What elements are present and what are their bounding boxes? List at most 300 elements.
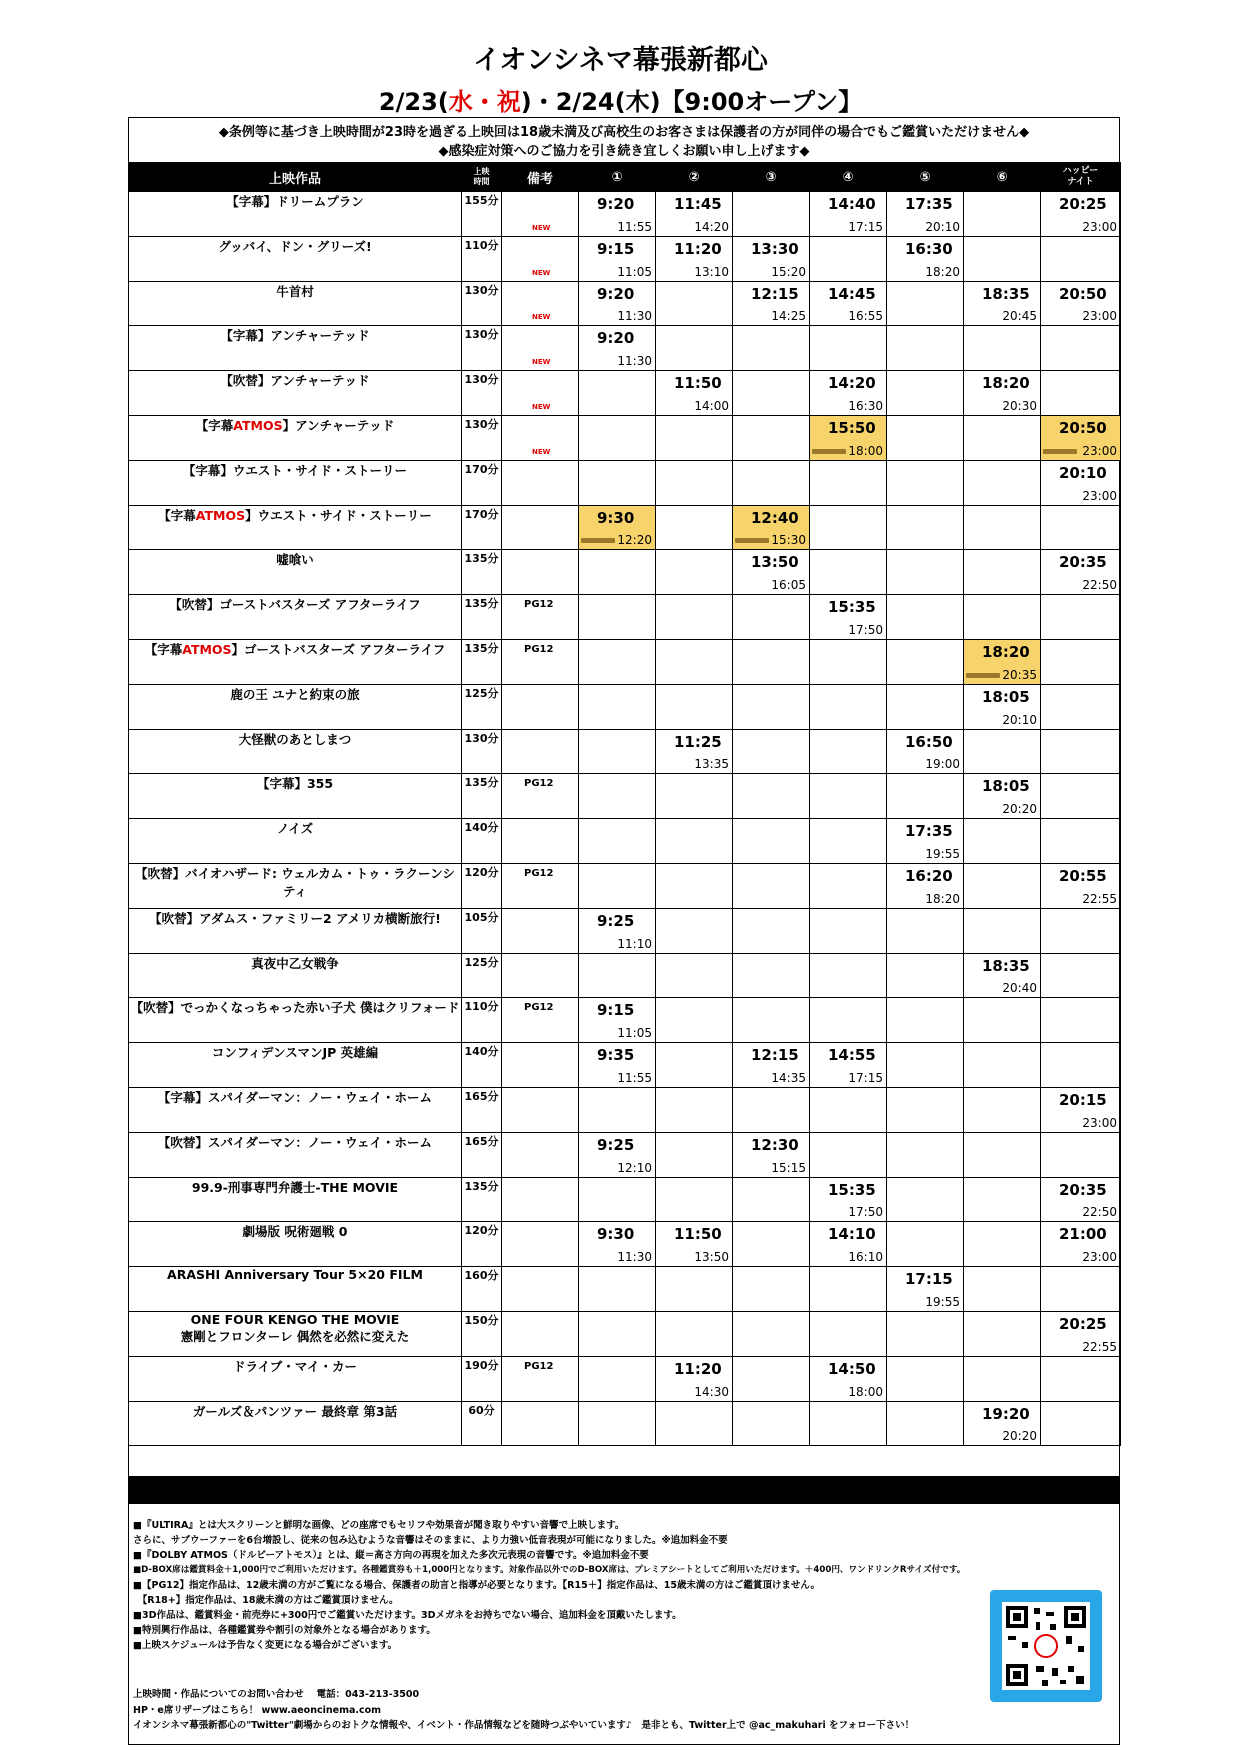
end-time: 23:00: [1082, 488, 1117, 503]
movie-row: [129, 415, 1121, 460]
start-time: 9:30: [597, 508, 635, 527]
end-time: 18:20: [925, 891, 960, 906]
showtime-cell[interactable]: [964, 371, 1041, 416]
showtime-cell[interactable]: [964, 1401, 1041, 1446]
showtime-cell: [1041, 1132, 1121, 1177]
movie-length: 120分: [462, 1222, 502, 1267]
showtime-cell: [964, 550, 1041, 595]
showtime-cell[interactable]: [733, 1132, 810, 1177]
showtime-cell[interactable]: [656, 1356, 733, 1401]
movie-length: 60分: [462, 1401, 502, 1446]
showtime-cell: [1041, 1356, 1121, 1401]
showtime-cell[interactable]: [1041, 281, 1121, 326]
showtime-cell[interactable]: [579, 998, 656, 1043]
showtime-cell: [810, 1267, 887, 1312]
end-time: 20:40: [1002, 981, 1037, 996]
showtime-cell: [656, 1311, 733, 1356]
movie-title: 【字幕】スパイダーマン：ノー・ウェイ・ホーム: [129, 1087, 462, 1132]
showtime-cell[interactable]: [964, 953, 1041, 998]
movie-length: 140分: [462, 819, 502, 864]
movie-title: 【吹替】スパイダーマン：ノー・ウェイ・ホーム: [129, 1132, 462, 1177]
new-badge: NEW: [532, 223, 551, 232]
rating-badge: PG12: [524, 599, 554, 611]
movie-row: [129, 460, 1121, 505]
showtime-cell[interactable]: [887, 819, 964, 864]
showtime-cell: [1041, 1401, 1121, 1446]
start-time: 11:20: [674, 1359, 722, 1378]
header-screen-5: ⑤: [887, 163, 964, 192]
start-time: 18:20: [982, 642, 1030, 661]
end-time: 23:00: [1082, 443, 1117, 458]
contact-website[interactable]: HP・e席リザーブはこちら！ www.aeoncinema.com: [133, 1704, 382, 1716]
showtime-cell: [733, 908, 810, 953]
showtime-cell: [887, 371, 964, 416]
movie-note: [502, 236, 579, 281]
movie-length: 110分: [462, 998, 502, 1043]
end-time: 15:15: [771, 1160, 806, 1175]
start-time: 20:35: [1059, 553, 1107, 572]
showtime-cell[interactable]: [810, 192, 887, 237]
qr-code-icon[interactable]: [990, 1590, 1102, 1702]
showtime-cell[interactable]: [1041, 460, 1121, 505]
contact-phone: 上映時間・作品についてのお問い合わせ 電話：043-213-3500: [133, 1689, 420, 1700]
movie-note: [502, 998, 579, 1043]
end-time: 18:00: [848, 1384, 883, 1399]
showtime-cell[interactable]: [810, 371, 887, 416]
start-time: 19:20: [982, 1404, 1030, 1423]
end-time: 22:55: [1082, 1339, 1117, 1354]
start-time: 12:15: [751, 1046, 799, 1065]
end-time: 11:05: [617, 264, 652, 279]
movie-title: 真夜中乙女戦争: [129, 953, 462, 998]
showtime-cell: [579, 1311, 656, 1356]
showtime-cell: [887, 998, 964, 1043]
movie-row: [129, 1311, 1121, 1356]
end-time: 15:30: [771, 533, 806, 548]
header-happy-night: ハッピー ナイト: [1041, 163, 1121, 192]
movie-note: [502, 326, 579, 371]
start-time: 16:20: [905, 866, 953, 885]
end-time: 20:10: [1002, 712, 1037, 727]
movie-title: 【吹替】バイオハザード: ウェルカム・トゥ・ラクーンシティ: [129, 863, 462, 908]
start-time: 14:55: [828, 1046, 876, 1065]
footnote: ■D-BOX席は鑑賞料金＋1,000円でご利用いただけます。各種鑑賞券も＋1,000円となります。対象作品以外でのD-BOX席は、プレミアシートとしてご利用いただけます。＋400円、ワンドリンクRサイズ付です。: [133, 1565, 966, 1575]
showtime-cell[interactable]: [964, 639, 1041, 684]
ultira-logo-icon: [812, 449, 846, 454]
start-time: 18:20: [982, 374, 1030, 393]
start-time: 9:35: [597, 1046, 635, 1065]
date-holiday: 水・祝: [448, 88, 521, 116]
showtime-cell[interactable]: [733, 1043, 810, 1088]
showtime-cell[interactable]: [810, 281, 887, 326]
showtime-cell: [964, 819, 1041, 864]
showtime-cell[interactable]: [810, 1043, 887, 1088]
movie-row: [129, 1132, 1121, 1177]
start-time: 18:05: [982, 687, 1030, 706]
movie-title: 99.9-刑事専門弁護士-THE MOVIE: [129, 1177, 462, 1222]
movie-length: 130分: [462, 326, 502, 371]
start-time: 20:25: [1059, 195, 1107, 213]
ultira-logo-icon: [735, 538, 769, 543]
showtime-cell: [656, 684, 733, 729]
showtime-cell: [1041, 729, 1121, 774]
start-time: 13:30: [751, 239, 799, 258]
end-time: 17:15: [848, 1070, 883, 1085]
showtime-cell[interactable]: [579, 236, 656, 281]
end-time: 16:10: [848, 1250, 883, 1265]
showtime-cell: [733, 1356, 810, 1401]
showtime-cell: [579, 1356, 656, 1401]
showtime-cell: [887, 460, 964, 505]
movie-note: [502, 371, 579, 416]
movie-length: 165分: [462, 1132, 502, 1177]
start-time: 11:20: [674, 239, 722, 258]
movie-note: [502, 1311, 579, 1356]
movie-row: [129, 1356, 1121, 1401]
showtime-cell[interactable]: [1041, 550, 1121, 595]
showtime-cell: [810, 729, 887, 774]
movie-row: [129, 1222, 1121, 1267]
movie-row: [129, 371, 1121, 416]
showtime-cell[interactable]: [964, 774, 1041, 819]
header-title: 上映作品: [129, 163, 462, 192]
atmos-label: ATMOS: [233, 417, 283, 433]
showtime-cell: [579, 819, 656, 864]
movie-length: 125分: [462, 684, 502, 729]
showtime-cell: [656, 1267, 733, 1312]
movie-title: 【字幕】ドリームプラン: [129, 192, 462, 237]
footnote: ■特別興行作品は、各種鑑賞券や割引の対象外となる場合があります。: [133, 1625, 436, 1636]
showtime-cell: [964, 863, 1041, 908]
showtime-cell: [733, 371, 810, 416]
movie-note: [502, 908, 579, 953]
showtime-cell: [1041, 908, 1121, 953]
showtime-cell: [1041, 236, 1121, 281]
movie-row: [129, 1087, 1121, 1132]
showtime-cell: [733, 1311, 810, 1356]
start-time: 12:15: [751, 284, 799, 303]
showtime-cell[interactable]: [1041, 1087, 1121, 1132]
showtime-cell[interactable]: [656, 371, 733, 416]
end-time: 23:00: [1082, 1250, 1117, 1265]
movie-length: 120分: [462, 863, 502, 908]
end-time: 23:00: [1082, 1115, 1117, 1130]
showtime-cell: [733, 1177, 810, 1222]
movie-row: [129, 1401, 1121, 1446]
movie-title: 劇場版 呪術廻戦 0: [129, 1222, 462, 1267]
start-time: 11:45: [674, 195, 722, 213]
showtime-cell[interactable]: [733, 505, 810, 550]
end-time: 23:00: [1082, 309, 1117, 324]
showtime-cell[interactable]: [810, 1222, 887, 1267]
movie-note: [502, 729, 579, 774]
movie-note: [502, 415, 579, 460]
movie-row: [129, 192, 1121, 237]
showtime-cell[interactable]: [579, 505, 656, 550]
movie-length: 135分: [462, 774, 502, 819]
showtime-cell: [810, 819, 887, 864]
end-time: 14:25: [771, 309, 806, 324]
showtime-cell: [887, 595, 964, 640]
movie-title: 【吹替】でっかくなっちゃった赤い子犬 僕はクリフォード: [129, 998, 462, 1043]
movie-note: [502, 1267, 579, 1312]
end-time: 22:50: [1082, 1205, 1117, 1220]
showtime-cell: [733, 595, 810, 640]
showtime-cell: [887, 1132, 964, 1177]
showtime-cell[interactable]: [964, 684, 1041, 729]
movie-note: [502, 595, 579, 640]
start-time: 9:25: [597, 911, 635, 930]
start-time: 20:10: [1059, 463, 1107, 482]
showtime-cell: [1041, 505, 1121, 550]
start-time: 15:35: [828, 598, 876, 617]
end-time: 18:20: [925, 264, 960, 279]
end-time: 14:20: [694, 219, 729, 234]
start-time: 14:20: [828, 374, 876, 393]
movie-row: [129, 863, 1121, 908]
notice-infection: ◆感染症対策へのご協力を引き続き宜しくお願い申し上げます◆: [438, 144, 810, 159]
movie-note: [502, 1356, 579, 1401]
movie-note: [502, 819, 579, 864]
showtime-cell: [887, 908, 964, 953]
movie-title: 【字幕】アンチャーテッド: [129, 326, 462, 371]
showtime-cell: [964, 1087, 1041, 1132]
showtime-cell: [656, 774, 733, 819]
movie-title: 【字幕】ウエスト・サイド・ストーリー: [129, 460, 462, 505]
movie-row: [129, 326, 1121, 371]
movie-length: 135分: [462, 1177, 502, 1222]
footnote: 【R18+】指定作品は、18歳未満の方はご鑑賞頂けません。: [133, 1595, 399, 1606]
end-time: 19:00: [925, 757, 960, 772]
showtime-cell[interactable]: [810, 415, 887, 460]
end-time: 18:00: [848, 443, 883, 458]
end-time: 17:15: [848, 219, 883, 234]
movie-title: ARASHI Anniversary Tour 5×20 FILM: [129, 1267, 462, 1312]
new-badge: NEW: [532, 268, 551, 277]
showtime-cell: [579, 595, 656, 640]
showtime-cell: [656, 998, 733, 1043]
end-time: 20:35: [1002, 667, 1037, 682]
start-time: 9:20: [597, 284, 635, 303]
footnote: ■『DOLBY ATMOS（ドルビーアトモス）』とは、縦＝高さ方向の再現を加えた多次元表現の音響です。※追加料金不要: [133, 1550, 649, 1561]
showtime-cell: [579, 639, 656, 684]
showtime-cell: [887, 1311, 964, 1356]
showtime-cell[interactable]: [579, 1222, 656, 1267]
start-time: 11:50: [674, 374, 722, 393]
end-time: 22:55: [1082, 891, 1117, 906]
showtime-cell[interactable]: [579, 281, 656, 326]
end-time: 11:10: [617, 936, 652, 951]
movie-length: 165分: [462, 1087, 502, 1132]
footnote: さらに、サブウーファーを6台増設し、従来の包み込むような音響はそのままに、より力強い低音表現が可能になりました。※追加料金不要: [133, 1535, 728, 1546]
new-badge: NEW: [532, 313, 551, 322]
start-time: 14:45: [828, 284, 876, 303]
atmos-label: ATMOS: [182, 641, 232, 657]
page-title: イオンシネマ幕張新都心: [473, 45, 768, 76]
showtime-cell: [579, 1087, 656, 1132]
movie-title: ノイズ: [129, 819, 462, 864]
start-time: 17:35: [905, 195, 953, 213]
end-time: 19:55: [925, 846, 960, 861]
showtime-cell[interactable]: [887, 192, 964, 237]
movie-title: コンフィデンスマンJP 英雄編: [129, 1043, 462, 1088]
movie-note: [502, 192, 579, 237]
showtime-cell: [733, 729, 810, 774]
showtime-cell[interactable]: [1041, 1311, 1121, 1356]
start-time: 9:20: [597, 195, 635, 213]
showtime-cell[interactable]: [733, 550, 810, 595]
end-time: 11:55: [617, 1070, 652, 1085]
showtime-cell[interactable]: [964, 281, 1041, 326]
showtime-cell: [733, 326, 810, 371]
showtime-cell[interactable]: [656, 1222, 733, 1267]
showtime-cell: [964, 1267, 1041, 1312]
showtime-cell: [733, 1087, 810, 1132]
header-screen-4: ④: [810, 163, 887, 192]
showtime-cell[interactable]: [810, 1356, 887, 1401]
showtime-cell: [733, 415, 810, 460]
start-time: 20:55: [1059, 866, 1107, 885]
movie-note: [502, 460, 579, 505]
movie-title: ONE FOUR KENGO THE MOVIE 憲剛とフロンターレ 偶然を必然に変えた: [129, 1311, 462, 1356]
showtime-cell: [656, 1401, 733, 1446]
table-header-row: [129, 163, 1121, 192]
showtime-cell[interactable]: [579, 1132, 656, 1177]
showtime-cell[interactable]: [1041, 863, 1121, 908]
showtime-cell: [887, 1087, 964, 1132]
showtime-cell: [964, 1043, 1041, 1088]
start-time: 9:15: [597, 239, 635, 258]
start-time: 15:50: [828, 418, 876, 437]
showtime-cell: [656, 460, 733, 505]
notice-age-limit: ◆条例等に基づき上映時間が23時を過ぎる上映回は18歳未満及び高校生のお客さまは保護者の方が同伴の場合でもご鑑賞いただけません◆: [218, 125, 1030, 140]
showtime-cell[interactable]: [733, 281, 810, 326]
showtime-cell[interactable]: [1041, 415, 1121, 460]
showtime-cell: [887, 1043, 964, 1088]
showtime-cell[interactable]: [656, 236, 733, 281]
showtime-cell: [964, 505, 1041, 550]
start-time: 17:15: [905, 1270, 953, 1289]
movie-row: [129, 729, 1121, 774]
showtime-cell: [964, 460, 1041, 505]
schedule-table: [128, 162, 1121, 1446]
showtime-cell[interactable]: [579, 192, 656, 237]
showtime-cell[interactable]: [656, 729, 733, 774]
showtime-cell: [579, 684, 656, 729]
showtime-cell[interactable]: [810, 595, 887, 640]
movie-length: 130分: [462, 729, 502, 774]
showtime-cell: [579, 371, 656, 416]
end-time: 11:30: [617, 1250, 652, 1265]
showtime-cell: [964, 415, 1041, 460]
movie-note: [502, 1222, 579, 1267]
showtime-cell: [579, 863, 656, 908]
showtime-cell[interactable]: [887, 236, 964, 281]
start-time: 18:35: [982, 284, 1030, 303]
showtime-cell: [887, 1177, 964, 1222]
showtime-cell: [1041, 1267, 1121, 1312]
showtime-cell: [810, 505, 887, 550]
showtime-cell[interactable]: [810, 1177, 887, 1222]
start-time: 14:10: [828, 1225, 876, 1244]
showtime-cell[interactable]: [887, 863, 964, 908]
footnote: ■上映スケジュールは予告なく変更になる場合がございます。: [133, 1640, 398, 1651]
showtime-cell: [887, 953, 964, 998]
new-badge: NEW: [532, 402, 551, 411]
movie-length: 105分: [462, 908, 502, 953]
movie-row: [129, 953, 1121, 998]
showtime-cell[interactable]: [579, 326, 656, 371]
showtime-cell[interactable]: [579, 908, 656, 953]
showtime-cell[interactable]: [733, 236, 810, 281]
showtime-cell: [733, 953, 810, 998]
movie-note: [502, 863, 579, 908]
movie-note: [502, 1043, 579, 1088]
end-time: 20:20: [1002, 1429, 1037, 1444]
movie-title: 大怪獣のあとしまつ: [129, 729, 462, 774]
footer-black-bar: [128, 1476, 1120, 1504]
movie-length: 125分: [462, 953, 502, 998]
movie-length: 150分: [462, 1311, 502, 1356]
showtime-cell: [810, 639, 887, 684]
movie-title: 【字幕ATMOS】ウエスト・サイド・ストーリー: [129, 505, 462, 550]
showtime-cell[interactable]: [1041, 1177, 1121, 1222]
header-screen-2: ②: [656, 163, 733, 192]
showtime-cell[interactable]: [1041, 192, 1121, 237]
end-time: 11:55: [617, 219, 652, 234]
showtime-cell: [579, 1267, 656, 1312]
footnotes: [133, 1518, 1113, 1653]
showtime-cell: [656, 1043, 733, 1088]
date-part-b: )・2/24(木)【9:00オープン】: [520, 88, 863, 116]
start-time: 15:35: [828, 1180, 876, 1199]
movie-row: [129, 281, 1121, 326]
movie-row: [129, 550, 1121, 595]
showtime-cell[interactable]: [887, 1267, 964, 1312]
showtime-cell: [656, 1177, 733, 1222]
start-time: 20:50: [1059, 284, 1107, 303]
end-time: 16:05: [771, 578, 806, 593]
showtime-cell: [964, 1356, 1041, 1401]
movie-title: 【吹替】ゴーストバスターズ アフターライフ: [129, 595, 462, 640]
movie-title: 【字幕ATMOS】ゴーストバスターズ アフターライフ: [129, 639, 462, 684]
movie-length: 140分: [462, 1043, 502, 1088]
start-time: 13:50: [751, 553, 799, 572]
header-screen-3: ③: [733, 163, 810, 192]
rating-badge: PG12: [524, 1002, 554, 1014]
showtime-cell: [964, 1132, 1041, 1177]
showtime-cell: [964, 1177, 1041, 1222]
movie-row: [129, 774, 1121, 819]
showtime-cell: [887, 281, 964, 326]
showtime-cell: [964, 192, 1041, 237]
showtime-cell[interactable]: [656, 192, 733, 237]
ultira-logo-icon: [1043, 449, 1077, 454]
showtime-cell[interactable]: [887, 729, 964, 774]
contact-twitter[interactable]: イオンシネマ幕張新都心の"Twitter"劇場からのおトクな情報や、イベント・作品情報などを随時つぶやいています♪ 是非とも、Twitter上で @ac_makuhari をフォロー下さい！: [133, 1720, 915, 1731]
showtime-cell: [887, 774, 964, 819]
start-time: 14:40: [828, 195, 876, 213]
showtime-cell: [964, 729, 1041, 774]
start-time: 12:40: [751, 508, 799, 527]
showtime-cell[interactable]: [579, 1043, 656, 1088]
movie-title: 嘘喰い: [129, 550, 462, 595]
showtime-cell: [579, 953, 656, 998]
start-time: 21:00: [1059, 1225, 1107, 1244]
showtime-cell[interactable]: [1041, 1222, 1121, 1267]
showtime-cell: [1041, 774, 1121, 819]
showtime-cell: [964, 326, 1041, 371]
